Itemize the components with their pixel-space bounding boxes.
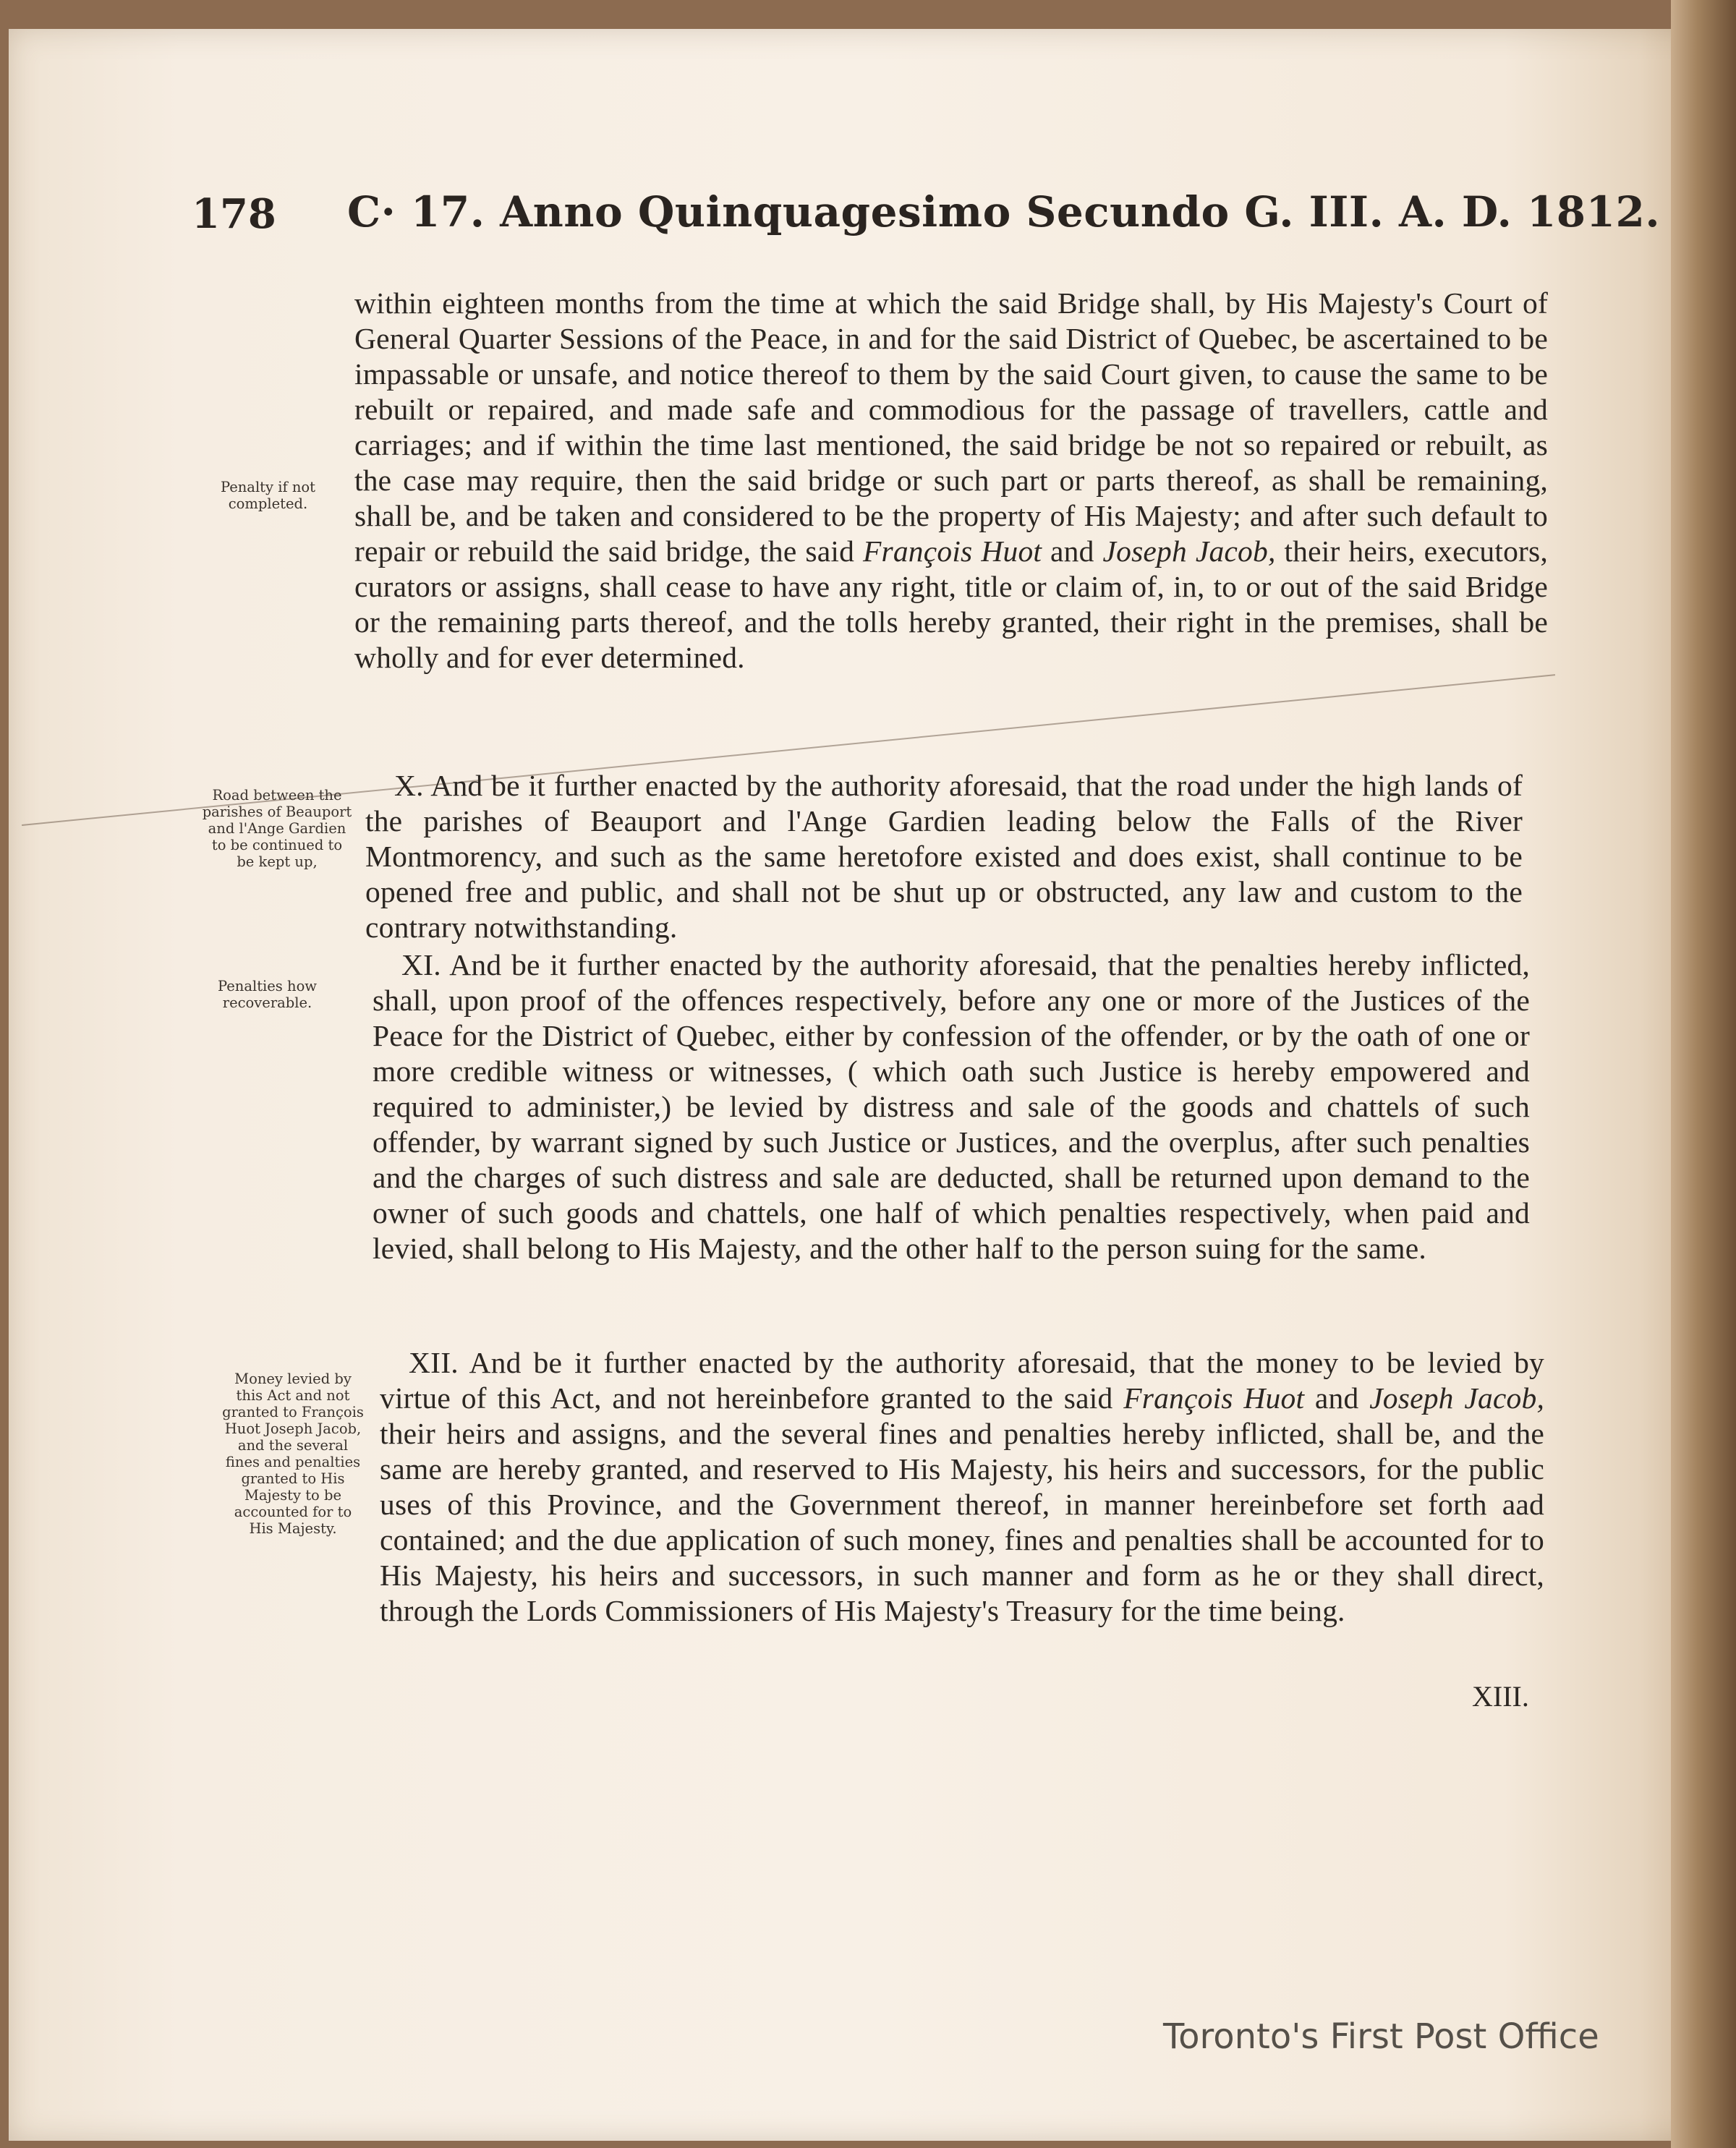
paragraph-continuation <box>354 286 1548 675</box>
person-name: François Huot <box>1123 1381 1305 1415</box>
margin-note-road: Road between the parishes of Beauport and l'Ange Gardien to be continued to be kept up, <box>202 787 352 870</box>
paragraph-text: their heirs and assigns, and the several fines and penalties hereby inflicted, shall be, and the same are hereby granted, and reserved to His Majesty, his heirs and successors, for the public uses of this Province, and the Government thereof, in manner hereinbefore set forth aad contained; and the due application of such money, fines and penalties shall be accounted for to His Majesty, his heirs and successors, in such manner and form as he or they shall direct, through the Lords Commissioners of His Majesty's Treasury for the time being. <box>380 1417 1544 1627</box>
person-name: François Huot <box>862 534 1042 568</box>
margin-note-money: Money levied by this Act and not granted to François Huot Joseph Jacob, and the several fines and penalties granted to His Majesty to be accounted for to His Majesty. <box>222 1371 364 1537</box>
book-edge <box>1671 0 1736 2148</box>
section-xi: XI. And be it further enacted by the authority aforesaid, that the penalties hereby inflicted, shall, upon proof of the offences respectively, before any one or more of the Justices of the Peace for the District of Quebec, either by confession of the offender, or by the oath of one or more credible witness or witnesses, ( which oath such Justice is hereby empowered and required to administer,) be levied by distress and sale of the goods and chattels of such offender, by warrant signed by such Justice or Justices, and the overplus, after such penalties and the charges of such distress and sale are deducted, shall be returned upon demand to the owner of such goods and chattels, one half of which penalties respectively, when paid and levied, shall belong to His Majesty, and the other half to the person suing for the same. <box>373 948 1530 1265</box>
section-xii <box>380 1345 1544 1629</box>
section-x: X. And be it further enacted by the authority aforesaid, that the road under the high lands of the parishes of Beauport and l'Ange Gardien leading below the Falls of the River Montmorency, and such as the same heretofore existed and does exist, shall continue to be opened free and public, and shall not be shut up or obstructed, any law and custom to the contrary notwithstanding. <box>365 769 1523 944</box>
page-number: 178 <box>192 190 276 238</box>
paragraph-text: their heirs, executors, curators or assigns, shall cease to have any right, title or claim of, in, to or out of the said Bridge or the remaining parts thereof, and the tolls hereby granted, their right in the premises, shall be wholly and for ever determined. <box>354 534 1548 674</box>
conjunction: and <box>1314 1381 1359 1415</box>
person-name: Joseph Jacob, <box>1369 1381 1545 1415</box>
conjunction: and <box>1050 534 1094 568</box>
page-header <box>192 184 1661 242</box>
running-head: C· 17. Anno Quinquagesimo Secundo G. III. A. D. 1812. <box>347 187 1661 236</box>
watermark-caption: Toronto's First Post Office <box>1163 2016 1599 2057</box>
margin-note-penalties: Penalties how recoverable. <box>217 978 317 1011</box>
margin-note-penalty: Penalty if not completed. <box>220 479 316 512</box>
paragraph-text: within eighteen months from the time at which the said Bridge shall, by His Majesty's Court of General Quarter Sessions of the Peace, in and for the said District of Quebec, be ascertained to be impassable or unsafe, and notice thereof to them by the said Court given, to cause the same to be rebuilt or repaired, and made safe and commodious for the passage of travellers, cattle and carriages; and if within the time last mentioned, the said bridge be not so repaired or rebuilt, as the case may require, then the said bridge or such part or parts thereof, as shall be remaining, shall be, and be taken and considered to be the property of His Majesty; and after such default to repair or rebuild the said bridge, the said <box>354 286 1548 568</box>
paragraph-text: XII. And be it further enacted by the authority aforesaid, that the money to be levied by virtue of this Act, and not hereinbefore granted to the said <box>380 1346 1544 1415</box>
catchword: XIII. <box>1472 1680 1529 1713</box>
person-name: Joseph Jacob, <box>1102 534 1276 568</box>
